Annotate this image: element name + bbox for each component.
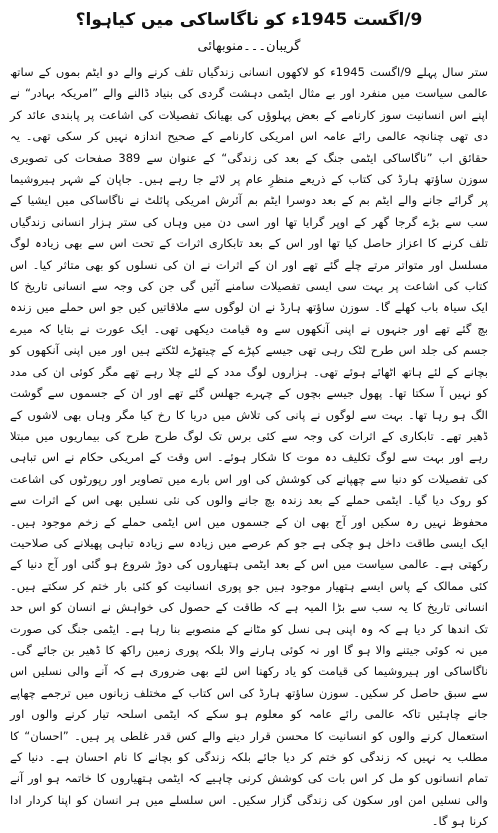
- article-title: 9/اگست 1945ء کو ناگاساکی میں کیاہوا؟: [75, 10, 423, 30]
- article-body: ستر سال پہلے 9/اگست 1945ء کو لاکھوں انسانی زندگیاں تلف کرنے والے دو ایٹم بموں کے ساتھ عالمی سیاست میں منفرد اور بے مثال ایٹمی دہشت گردی کی بنیاد ڈالنے والے ”امریکہ بہادر“ نے اپنے اس انسانیت سوز کارنامے کے بعض پہلوؤں کی بھیانک تفصیلات کی اشاعت پر پابندی عائد کر دی تھی چنانچہ عالمی رائے عامہ اس امریکی کارنامے کے صحیح اندازہ نہیں کر سکی تھی۔ یہ حقائق اب ”ناگاساکی ایٹمی جنگ کے بعد کی زندگی“ کے عنوان سے 389 صفحات کی تصویری سوزن ساؤتھ ہارڈ کی کتاب کے ذریعے منظرِ عام پر لائے جا رہے ہیں۔ جاپان کے شہر ہیروشیما پر گرائے جانے والے ایٹم بم کے بعد دوسرا ایٹم بم آئرش امریکی پائلٹ نے ناگاساکی میں ایشیا کے سب سے بڑے گرجا گھر کے اوپر گرایا تھا اور اسی دن میں وہاں کی ستر ہزار انسانی زندگیاں تلف کرنے کا اعزاز حاصل کیا تھا اور اس کے بعد تابکاری اثرات کے تحت اس سے بھی زیادہ لوگ مسلسل اور متواتر مرتے چلے گئے تھے اور ان کے اثرات نے ان کی نسلوں کو بھی متاثر کیا۔ اس کتاب کی اشاعت پر بہت سی ایسی تفصیلات سامنے آئیں گی جن کی وجہ سے انسانی تاریخ کا ایک سیاہ باب کھلے گا۔ سوزن ساؤتھ ہارڈ نے ان لوگوں سے ملاقاتیں کیں جو اس حملے میں زندہ بچ گئے تھے اور جنہوں نے اپنی آنکھوں سے وہ قیامت دیکھی تھی۔ ایک عورت نے بتایا کہ میرے جسم کی جلد اس طرح لٹک رہی تھی جیسے کپڑے کے چیتھڑے لٹکتے ہیں اور میں اپنی آنکھوں کو بچانے کے لئے ہاتھ اٹھائے ہوئے تھی۔ ہزاروں لوگ مدد کے لئے چلا رہے تھے مگر کوئی ان کی مدد کو نہیں آ سکتا تھا۔ پھول جیسے بچوں کے چہرے جھلس گئے تھے اور ان کے جسموں سے گوشت الگ ہو رہا تھا۔ بہت سے لوگوں نے پانی کی تلاش میں دریا کا رخ کیا مگر وہاں بھی لاشوں کے ڈھیر تھے۔ تابکاری کے اثرات کی وجہ سے کئی برس تک لوگ طرح طرح کی بیماریوں میں مبتلا رہے اور بہت سے لوگ تکلیف دہ موت کا شکار ہوئے۔ اس وقت کے امریکی حکام نے اس تباہی کی تفصیلات کو دنیا سے چھپانے کی کوشش کی اور اس بارے میں تصاویر اور رپورٹوں کی اشاعت کو روک دیا گیا۔ ایٹمی حملے کے بعد زندہ بچ جانے والوں کی نئی نسلیں بھی اس کے اثرات سے محفوظ نہیں رہ سکیں اور آج بھی ان کے جسموں میں اس ایٹمی حملے کے زخم موجود ہیں۔ ایک ایسی طاقت داخل ہو چکی ہے جو کم عرصے میں زیادہ سے زیادہ تباہی پھیلانے کی صلاحیت رکھتی ہے۔ عالمی سیاست میں اس کے بعد ایٹمی ہتھیاروں کی دوڑ شروع ہو گئی اور آج دنیا کے کئی ممالک کے پاس ایسے ہتھیار موجود ہیں جو پوری انسانیت کو کئی بار ختم کر سکتے ہیں۔ انسانی تاریخ کا یہ سب سے بڑا المیہ ہے کہ طاقت کے حصول کی خواہش نے انسان کو اس حد تک اندھا کر دیا ہے کہ وہ اپنی ہی نسل کو مٹانے کے منصوبے بنا رہا ہے۔ ایٹمی جنگ کی صورت میں نہ کوئی جیتنے والا ہو گا اور نہ کوئی ہارنے والا بلکہ پوری زمین راکھ کا ڈھیر بن جائے گی۔ ناگاساکی اور ہیروشیما کی قیامت کو یاد رکھنا اس لئے بھی ضروری ہے کہ آنے والی نسلیں اس سے سبق حاصل کر سکیں۔ سوزن ساؤتھ ہارڈ کی اس کتاب کے مختلف زبانوں میں ترجمے چھاپے جانے چاہئیں تاکہ عالمی رائے عامہ کو معلوم ہو سکے کہ ایٹمی اسلحہ تیار کرنے والوں اور استعمال کرنے والوں کو انسانیت کا محسن قرار دینے والے کس قدر غلطی پر ہیں۔ ”احسان“ کا مطلب یہ نہیں کہ زندگی کو ختم کر دیا جائے بلکہ زندگی کو بچانے کا نام احسان ہے۔ دنیا کے تمام انسانوں کو مل کر اس بات کی کوشش کرنی چاہیے کہ ایٹمی ہتھیاروں کا خاتمہ ہو اور آنے والی نسلیں امن اور سکون کی زندگی گزار سکیں۔ اس سلسلے میں ہر انسان کو اپنا کردار ادا کرنا ہو گا۔: [10, 65, 488, 829]
- article-byline: گریبان۔۔۔منوبھائی: [197, 39, 301, 54]
